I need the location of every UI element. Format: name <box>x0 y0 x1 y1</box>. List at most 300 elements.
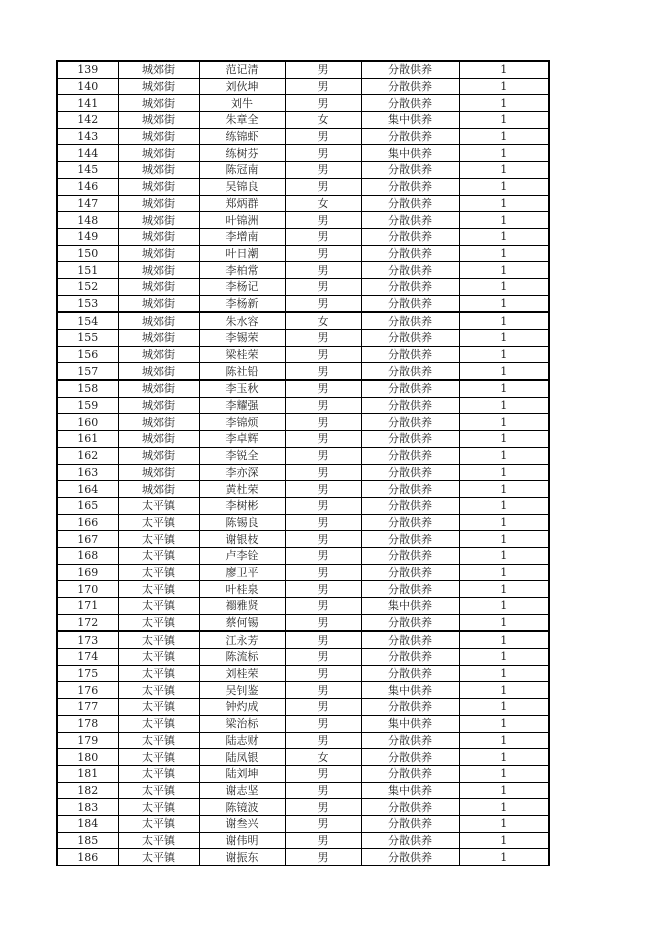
support-type-cell: 分散供养 <box>361 162 459 179</box>
gender-cell: 男 <box>285 128 361 145</box>
township-cell: 太平镇 <box>118 598 199 615</box>
gender-cell: 女 <box>285 749 361 766</box>
person-name-cell: 梁桂荣 <box>199 346 285 363</box>
count-cell: 1 <box>459 145 549 162</box>
person-name-cell: 谢志坚 <box>199 782 285 799</box>
person-name-cell: 钟灼成 <box>199 699 285 716</box>
row-number-cell: 162 <box>57 447 118 464</box>
count-cell: 1 <box>459 397 549 414</box>
table-row <box>57 380 549 397</box>
person-name-cell: 叶桂泉 <box>199 581 285 598</box>
row-number-cell: 181 <box>57 765 118 782</box>
person-name-cell: 李杨新 <box>199 295 285 312</box>
table-row <box>57 514 549 531</box>
support-type-cell: 分散供养 <box>361 128 459 145</box>
support-type-cell: 分散供养 <box>361 665 459 682</box>
count-cell: 1 <box>459 178 549 195</box>
table-row <box>57 312 549 329</box>
count-cell: 1 <box>459 212 549 229</box>
count-cell: 1 <box>459 363 549 380</box>
row-number-cell: 172 <box>57 614 118 631</box>
support-type-cell: 分散供养 <box>361 212 459 229</box>
support-type-cell: 分散供养 <box>361 649 459 666</box>
person-name-cell: 李柏常 <box>199 262 285 279</box>
table-row <box>57 699 549 716</box>
person-name-cell: 李杨记 <box>199 278 285 295</box>
township-cell: 太平镇 <box>118 732 199 749</box>
person-name-cell: 刘伙坤 <box>199 78 285 95</box>
support-type-cell: 集中供养 <box>361 715 459 732</box>
row-number-cell: 145 <box>57 162 118 179</box>
township-cell: 太平镇 <box>118 715 199 732</box>
person-name-cell: 李锐全 <box>199 447 285 464</box>
person-name-cell: 陆凤银 <box>199 749 285 766</box>
table-row <box>57 815 549 832</box>
township-cell: 太平镇 <box>118 581 199 598</box>
gender-cell: 男 <box>285 295 361 312</box>
support-type-cell: 分散供养 <box>361 397 459 414</box>
count-cell: 1 <box>459 278 549 295</box>
township-cell: 城郊街 <box>118 145 199 162</box>
table-row <box>57 581 549 598</box>
count-cell: 1 <box>459 665 549 682</box>
gender-cell: 男 <box>285 799 361 816</box>
support-type-cell: 分散供养 <box>361 295 459 312</box>
person-name-cell: 陈镜波 <box>199 799 285 816</box>
row-number-cell: 182 <box>57 782 118 799</box>
gender-cell: 男 <box>285 145 361 162</box>
person-name-cell: 陆志财 <box>199 732 285 749</box>
row-number-cell: 148 <box>57 212 118 229</box>
township-cell: 太平镇 <box>118 665 199 682</box>
gender-cell: 男 <box>285 832 361 849</box>
count-cell: 1 <box>459 128 549 145</box>
gender-cell: 男 <box>285 397 361 414</box>
support-type-cell: 分散供养 <box>361 346 459 363</box>
count-cell: 1 <box>459 112 549 129</box>
person-name-cell: 谢银枝 <box>199 531 285 548</box>
row-number-cell: 176 <box>57 682 118 699</box>
row-number-cell: 174 <box>57 649 118 666</box>
row-number-cell: 158 <box>57 380 118 397</box>
gender-cell: 男 <box>285 849 361 866</box>
row-number-cell: 183 <box>57 799 118 816</box>
table-row <box>57 262 549 279</box>
gender-cell: 男 <box>285 228 361 245</box>
count-cell: 1 <box>459 414 549 431</box>
township-cell: 城郊街 <box>118 380 199 397</box>
person-name-cell: 郑炳群 <box>199 195 285 212</box>
table-row <box>57 278 549 295</box>
support-type-cell: 分散供养 <box>361 531 459 548</box>
row-number-cell: 150 <box>57 245 118 262</box>
gender-cell: 男 <box>285 330 361 347</box>
support-type-cell: 分散供养 <box>361 278 459 295</box>
support-type-cell: 集中供养 <box>361 782 459 799</box>
table-row <box>57 715 549 732</box>
township-cell: 城郊街 <box>118 195 199 212</box>
count-cell: 1 <box>459 464 549 481</box>
gender-cell: 男 <box>285 95 361 112</box>
township-cell: 城郊街 <box>118 312 199 329</box>
row-number-cell: 155 <box>57 330 118 347</box>
count-cell: 1 <box>459 481 549 498</box>
person-name-cell: 梁治标 <box>199 715 285 732</box>
row-number-cell: 160 <box>57 414 118 431</box>
table-row <box>57 598 549 615</box>
row-number-cell: 167 <box>57 531 118 548</box>
person-name-cell: 李亦深 <box>199 464 285 481</box>
count-cell: 1 <box>459 564 549 581</box>
support-type-cell: 分散供养 <box>361 849 459 866</box>
support-type-cell: 分散供养 <box>361 245 459 262</box>
count-cell: 1 <box>459 295 549 312</box>
gender-cell: 男 <box>285 380 361 397</box>
count-cell: 1 <box>459 732 549 749</box>
township-cell: 城郊街 <box>118 178 199 195</box>
person-name-cell: 谢叁兴 <box>199 815 285 832</box>
gender-cell: 男 <box>285 547 361 564</box>
township-cell: 城郊街 <box>118 245 199 262</box>
table-row <box>57 832 549 849</box>
row-number-cell: 175 <box>57 665 118 682</box>
person-name-cell: 李树彬 <box>199 497 285 514</box>
township-cell: 城郊街 <box>118 112 199 129</box>
table-row <box>57 849 549 866</box>
table-row <box>57 162 549 179</box>
table-row <box>57 330 549 347</box>
support-type-cell: 分散供养 <box>361 312 459 329</box>
support-type-cell: 分散供养 <box>361 799 459 816</box>
person-name-cell: 李增南 <box>199 228 285 245</box>
township-cell: 城郊街 <box>118 447 199 464</box>
table-row <box>57 782 549 799</box>
count-cell: 1 <box>459 631 549 648</box>
row-number-cell: 157 <box>57 363 118 380</box>
township-cell: 城郊街 <box>118 95 199 112</box>
records-table <box>56 60 550 866</box>
count-cell: 1 <box>459 547 549 564</box>
township-cell: 太平镇 <box>118 531 199 548</box>
count-cell: 1 <box>459 581 549 598</box>
township-cell: 太平镇 <box>118 614 199 631</box>
row-number-cell: 169 <box>57 564 118 581</box>
row-number-cell: 143 <box>57 128 118 145</box>
township-cell: 太平镇 <box>118 514 199 531</box>
gender-cell: 男 <box>285 649 361 666</box>
person-name-cell: 卢李铨 <box>199 547 285 564</box>
gender-cell: 男 <box>285 78 361 95</box>
count-cell: 1 <box>459 312 549 329</box>
count-cell: 1 <box>459 614 549 631</box>
gender-cell: 男 <box>285 162 361 179</box>
person-name-cell: 陈流标 <box>199 649 285 666</box>
support-type-cell: 分散供养 <box>361 195 459 212</box>
township-cell: 太平镇 <box>118 497 199 514</box>
township-cell: 城郊街 <box>118 278 199 295</box>
township-cell: 太平镇 <box>118 849 199 866</box>
row-number-cell: 154 <box>57 312 118 329</box>
township-cell: 城郊街 <box>118 262 199 279</box>
row-number-cell: 147 <box>57 195 118 212</box>
table-row <box>57 397 549 414</box>
person-name-cell: 禤雅贤 <box>199 598 285 615</box>
table-row <box>57 447 549 464</box>
township-cell: 城郊街 <box>118 464 199 481</box>
township-cell: 城郊街 <box>118 414 199 431</box>
township-cell: 太平镇 <box>118 815 199 832</box>
count-cell: 1 <box>459 380 549 397</box>
township-cell: 城郊街 <box>118 330 199 347</box>
gender-cell: 女 <box>285 195 361 212</box>
table-row <box>57 228 549 245</box>
person-name-cell: 朱章全 <box>199 112 285 129</box>
count-cell: 1 <box>459 330 549 347</box>
support-type-cell: 集中供养 <box>361 682 459 699</box>
count-cell: 1 <box>459 749 549 766</box>
gender-cell: 男 <box>285 614 361 631</box>
township-cell: 城郊街 <box>118 295 199 312</box>
gender-cell: 男 <box>285 581 361 598</box>
support-type-cell: 分散供养 <box>361 547 459 564</box>
person-name-cell: 刘牛 <box>199 95 285 112</box>
support-type-cell: 分散供养 <box>361 330 459 347</box>
count-cell: 1 <box>459 245 549 262</box>
row-number-cell: 180 <box>57 749 118 766</box>
person-name-cell: 朱水容 <box>199 312 285 329</box>
township-cell: 城郊街 <box>118 78 199 95</box>
row-number-cell: 163 <box>57 464 118 481</box>
support-type-cell: 分散供养 <box>361 380 459 397</box>
row-number-cell: 139 <box>57 61 118 78</box>
gender-cell: 男 <box>285 598 361 615</box>
gender-cell: 男 <box>285 699 361 716</box>
support-type-cell: 集中供养 <box>361 112 459 129</box>
count-cell: 1 <box>459 195 549 212</box>
gender-cell: 男 <box>285 363 361 380</box>
table-row <box>57 195 549 212</box>
person-name-cell: 黄杜荣 <box>199 481 285 498</box>
support-type-cell: 分散供养 <box>361 497 459 514</box>
table-row <box>57 128 549 145</box>
table-row <box>57 61 549 78</box>
person-name-cell: 蔡何锡 <box>199 614 285 631</box>
person-name-cell: 陆刘坤 <box>199 765 285 782</box>
row-number-cell: 170 <box>57 581 118 598</box>
row-number-cell: 173 <box>57 631 118 648</box>
row-number-cell: 165 <box>57 497 118 514</box>
gender-cell: 男 <box>285 732 361 749</box>
township-cell: 太平镇 <box>118 649 199 666</box>
table-row <box>57 547 549 564</box>
person-name-cell: 江永芳 <box>199 631 285 648</box>
person-name-cell: 李锦烦 <box>199 414 285 431</box>
table-row <box>57 732 549 749</box>
township-cell: 太平镇 <box>118 547 199 564</box>
gender-cell: 女 <box>285 312 361 329</box>
count-cell: 1 <box>459 715 549 732</box>
gender-cell: 男 <box>285 665 361 682</box>
table-row <box>57 95 549 112</box>
count-cell: 1 <box>459 514 549 531</box>
row-number-cell: 156 <box>57 346 118 363</box>
row-number-cell: 149 <box>57 228 118 245</box>
support-type-cell: 集中供养 <box>361 145 459 162</box>
township-cell: 太平镇 <box>118 682 199 699</box>
gender-cell: 男 <box>285 497 361 514</box>
table-row <box>57 178 549 195</box>
count-cell: 1 <box>459 162 549 179</box>
support-type-cell: 分散供养 <box>361 832 459 849</box>
table-row <box>57 295 549 312</box>
person-name-cell: 练锦虾 <box>199 128 285 145</box>
count-cell: 1 <box>459 531 549 548</box>
support-type-cell: 分散供养 <box>361 514 459 531</box>
count-cell: 1 <box>459 699 549 716</box>
person-name-cell: 谢伟明 <box>199 832 285 849</box>
gender-cell: 女 <box>285 112 361 129</box>
support-type-cell: 分散供养 <box>361 732 459 749</box>
support-type-cell: 分散供养 <box>361 815 459 832</box>
gender-cell: 男 <box>285 765 361 782</box>
person-name-cell: 廖卫平 <box>199 564 285 581</box>
table-row <box>57 481 549 498</box>
person-name-cell: 李玉秋 <box>199 380 285 397</box>
row-number-cell: 171 <box>57 598 118 615</box>
support-type-cell: 分散供养 <box>361 431 459 448</box>
person-name-cell: 吴锦良 <box>199 178 285 195</box>
township-cell: 太平镇 <box>118 749 199 766</box>
count-cell: 1 <box>459 228 549 245</box>
support-type-cell: 集中供养 <box>361 598 459 615</box>
gender-cell: 男 <box>285 262 361 279</box>
count-cell: 1 <box>459 815 549 832</box>
gender-cell: 男 <box>285 61 361 78</box>
township-cell: 城郊街 <box>118 363 199 380</box>
township-cell: 太平镇 <box>118 782 199 799</box>
support-type-cell: 分散供养 <box>361 749 459 766</box>
gender-cell: 男 <box>285 631 361 648</box>
support-type-cell: 分散供养 <box>361 614 459 631</box>
table-row <box>57 614 549 631</box>
table-row <box>57 665 549 682</box>
count-cell: 1 <box>459 682 549 699</box>
person-name-cell: 刘桂荣 <box>199 665 285 682</box>
gender-cell: 男 <box>285 481 361 498</box>
person-name-cell: 叶锦洲 <box>199 212 285 229</box>
row-number-cell: 168 <box>57 547 118 564</box>
table-row <box>57 749 549 766</box>
count-cell: 1 <box>459 649 549 666</box>
township-cell: 太平镇 <box>118 564 199 581</box>
township-cell: 太平镇 <box>118 631 199 648</box>
township-cell: 城郊街 <box>118 61 199 78</box>
gender-cell: 男 <box>285 431 361 448</box>
support-type-cell: 分散供养 <box>361 564 459 581</box>
table-row <box>57 78 549 95</box>
gender-cell: 男 <box>285 178 361 195</box>
township-cell: 城郊街 <box>118 128 199 145</box>
person-name-cell: 范记清 <box>199 61 285 78</box>
table-row <box>57 414 549 431</box>
row-number-cell: 140 <box>57 78 118 95</box>
support-type-cell: 分散供养 <box>361 581 459 598</box>
person-name-cell: 李锡荣 <box>199 330 285 347</box>
township-cell: 太平镇 <box>118 799 199 816</box>
row-number-cell: 184 <box>57 815 118 832</box>
count-cell: 1 <box>459 78 549 95</box>
table-row <box>57 799 549 816</box>
table-row <box>57 631 549 648</box>
person-name-cell: 练树芬 <box>199 145 285 162</box>
row-number-cell: 146 <box>57 178 118 195</box>
person-name-cell: 陈锡良 <box>199 514 285 531</box>
row-number-cell: 166 <box>57 514 118 531</box>
count-cell: 1 <box>459 832 549 849</box>
table-row <box>57 145 549 162</box>
person-name-cell: 李卓辉 <box>199 431 285 448</box>
support-type-cell: 分散供养 <box>361 631 459 648</box>
support-type-cell: 分散供养 <box>361 699 459 716</box>
gender-cell: 男 <box>285 531 361 548</box>
table-row <box>57 649 549 666</box>
row-number-cell: 151 <box>57 262 118 279</box>
gender-cell: 男 <box>285 514 361 531</box>
support-type-cell: 分散供养 <box>361 228 459 245</box>
township-cell: 太平镇 <box>118 765 199 782</box>
person-name-cell: 陈冠南 <box>199 162 285 179</box>
row-number-cell: 177 <box>57 699 118 716</box>
support-type-cell: 分散供养 <box>361 363 459 380</box>
count-cell: 1 <box>459 598 549 615</box>
row-number-cell: 161 <box>57 431 118 448</box>
township-cell: 城郊街 <box>118 481 199 498</box>
township-cell: 城郊街 <box>118 397 199 414</box>
count-cell: 1 <box>459 95 549 112</box>
support-type-cell: 分散供养 <box>361 95 459 112</box>
township-cell: 太平镇 <box>118 832 199 849</box>
table-row <box>57 765 549 782</box>
person-name-cell: 叶日潮 <box>199 245 285 262</box>
support-type-cell: 分散供养 <box>361 765 459 782</box>
count-cell: 1 <box>459 849 549 866</box>
township-cell: 城郊街 <box>118 228 199 245</box>
gender-cell: 男 <box>285 447 361 464</box>
person-name-cell: 谢振东 <box>199 849 285 866</box>
gender-cell: 男 <box>285 564 361 581</box>
table-row <box>57 346 549 363</box>
support-type-cell: 分散供养 <box>361 61 459 78</box>
count-cell: 1 <box>459 262 549 279</box>
gender-cell: 男 <box>285 782 361 799</box>
count-cell: 1 <box>459 497 549 514</box>
table-row <box>57 531 549 548</box>
gender-cell: 男 <box>285 682 361 699</box>
table-row <box>57 212 549 229</box>
support-type-cell: 分散供养 <box>361 464 459 481</box>
row-number-cell: 159 <box>57 397 118 414</box>
person-name-cell: 陈社铅 <box>199 363 285 380</box>
township-cell: 城郊街 <box>118 212 199 229</box>
support-type-cell: 分散供养 <box>361 481 459 498</box>
count-cell: 1 <box>459 346 549 363</box>
row-number-cell: 186 <box>57 849 118 866</box>
person-name-cell: 吴钊鉴 <box>199 682 285 699</box>
township-cell: 太平镇 <box>118 699 199 716</box>
row-number-cell: 179 <box>57 732 118 749</box>
support-type-cell: 分散供养 <box>361 262 459 279</box>
table-row <box>57 497 549 514</box>
